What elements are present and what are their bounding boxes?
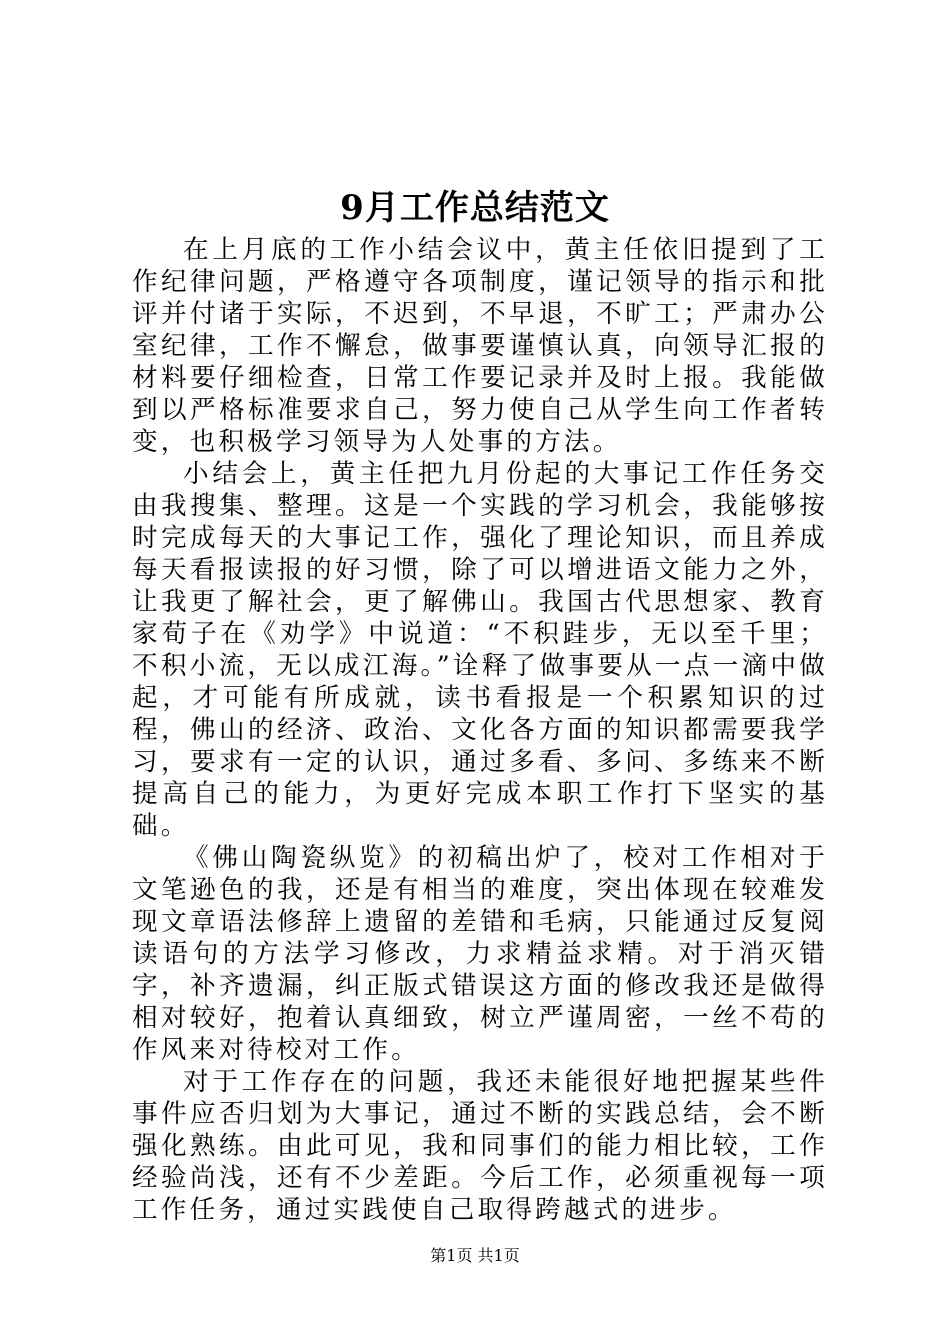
page-footer: 第1页 共1页 [430, 1246, 520, 1265]
document-title: 9月工作总结范文 [340, 188, 610, 228]
paragraph-4: 对于工作存在的问题，我还未能很好地把握某些件事件应否归划为大事记，通过不断的实践总结，会不断强化熟练。由此可见，我和同事们的能力相比较，工作经验尚浅，还有不少差距。今后工作，必须重视每一项工作任务，通过实践使自己取得跨越式的进步。 [132, 1067, 828, 1225]
paragraph-2: 小结会上，黄主任把九月份起的大事记工作任务交由我搜集、整理。这是一个实践的学习机会，我能够按时完成每天的大事记工作，强化了理论知识，而且养成每天看报读报的好习惯，除了可以增进语文能力之外，让我更了解社会，更了解佛山。我国古代思想家、教育家荀子在《劝学》中说道：“不积跬步，无以至千里；不积小流，无以成江海。”诠释了做事要从一点一滴中做起，才可能有所成就，读书看报是一个积累知识的过程，佛山的经济、政治、文化各方面的知识都需要我学习，要求有一定的认识，通过多看、多问、多练来不断提高自己的能力，为更好完成本职工作打下坚实的基础。 [132, 459, 828, 841]
paragraph-1: 在上月底的工作小结会议中，黄主任依旧提到了工作纪律问题，严格遵守各项制度，谨记领导的指示和批评并付诸于实际，不迟到，不早退，不旷工；严肃办公室纪律，工作不懈怠，做事要谨慎认真，向领导汇报的材料要仔细检查，日常工作要记录并及时上报。我能做到以严格标准要求自己，努力使自己从学生向工作者转变，也积极学习领导为人处事的方法。 [132, 235, 828, 457]
document-body [132, 234, 828, 1226]
paragraph-3: 《佛山陶瓷纵览》的初稿出炉了，校对工作相对于文笔逊色的我，还是有相当的难度，突出体现在较难发现文章语法修辞上遗留的差错和毛病，只能通过反复阅读语句的方法学习修改，力求精益求精。对于消灭错字，补齐遗漏，纠正版式错误这方面的修改我还是做得相对较好，抱着认真细致，树立严谨周密，一丝不苟的作风来对待校对工作。 [132, 843, 828, 1065]
